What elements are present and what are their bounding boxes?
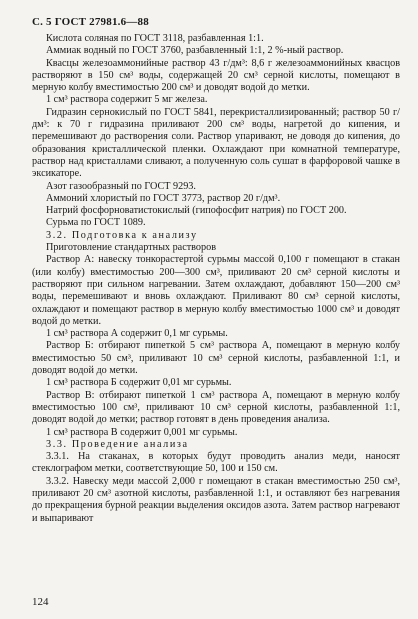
- paragraph: Азот газообразный по ГОСТ 9293.: [46, 180, 196, 192]
- page-header: С. 5 ГОСТ 27981.6—88: [32, 16, 149, 28]
- paragraph: Квасцы железоаммонийные раствор 43 г/дм³: 8,6 г железоаммонийных квасцов растворяют в 150 см³ воды, содержащей 20 см³ серной кислоты, помещают в мерную колбу вместимостью 200 см³ и доводят водой до метки.: [32, 57, 400, 94]
- paragraph: Сурьма по ГОСТ 1089.: [46, 217, 146, 229]
- paragraph: 1 см³ раствора В содержит 0,001 мг сурьмы.: [46, 426, 238, 438]
- paragraph: Аммоний хлористый по ГОСТ 3773, раствор 20 г/дм³.: [46, 192, 281, 204]
- section-heading: 3.2. Подготовка к анализу: [46, 229, 198, 241]
- section-heading: 3.3. Проведение анализа: [46, 438, 189, 450]
- paragraph: Аммиак водный по ГОСТ 3760, разбавленный 1:1, 2 %-ный раствор.: [46, 45, 344, 57]
- paragraph: 1 см³ раствора содержит 5 мг железа.: [46, 94, 208, 106]
- paragraph: Приготовление стандартных растворов: [46, 242, 216, 254]
- paragraph: 1 см³ раствора А содержит 0,1 мг сурьмы.: [46, 328, 228, 340]
- paragraph: Кислота соляная по ГОСТ 3118, разбавленная 1:1.: [46, 33, 264, 44]
- paragraph: Раствор А: навеску тонкорастертой сурьмы массой 0,100 г помещают в стакан (или колбу) вместимостью 200—300 см³, приливают 20 см³ серной кислоты и растворяют при сильном нагревании. Затем охлаждают, добавляют 150—200 см³ воды, перемешивают и вновь охлаждают. Приливают 80 см³ серной кислоты, охлаждают и помещают раствор в мерную колбу вместимостью 1000 см³ и доводят водой до метки.: [32, 254, 400, 327]
- paragraph: 3.3.2. Навеску меди массой 2,000 г помещают в стакан вместимостью 250 см³, приливают 20 см³ азотной кислоты, разбавленной 1:1, и оставляют без нагревания до прекращения бурной реакции выделения оксидов азота. Затем раствор нагревают и выпаривают: [32, 475, 400, 524]
- paragraph: Раствор Б: отбирают пипеткой 5 см³ раствора А, помещают в мерную колбу вместимостью 50 см³, приливают 10 см³ серной кислоты, разбавленной 1:1, и доводят водой до метки.: [32, 340, 400, 377]
- paragraph: Гидразин сернокислый по ГОСТ 5841, перекристаллизированный; раствор 50 г/дм³: к 70 г гидразина приливают 200 см³ воды, нагретой до кипения, и перемешивают до растворения соли. Раствор упаривают, не доводя до кипения, до образования кристаллической пленки. Охлаждают при комнатной температуре, раствор над кристаллами сливают, а полученную соль сушат в фарфоровой чашке в эксикаторе.: [32, 106, 400, 180]
- page-number: 124: [32, 596, 49, 608]
- document-body: [32, 33, 400, 525]
- paragraph: Натрий фосфорноватистокислый (гипофосфит натрия) по ГОСТ 200.: [46, 205, 347, 217]
- paragraph: Раствор В: отбирают пипеткой 1 см³ раствора А, помещают в мерную колбу вместимостью 100 см³, приливают 10 см³ серной кислоты, разбавленной 1:1, доводят водой до метки; раствор готовят в день проведения анализа.: [32, 389, 400, 426]
- paragraph: 1 см³ раствора Б содержит 0,01 мг сурьмы.: [46, 377, 232, 389]
- paragraph: 3.3.1. На стаканах, в которых будут проводить анализ меди, наносят стеклографом метки, соответствующие 50, 100 и 150 см.: [32, 451, 400, 475]
